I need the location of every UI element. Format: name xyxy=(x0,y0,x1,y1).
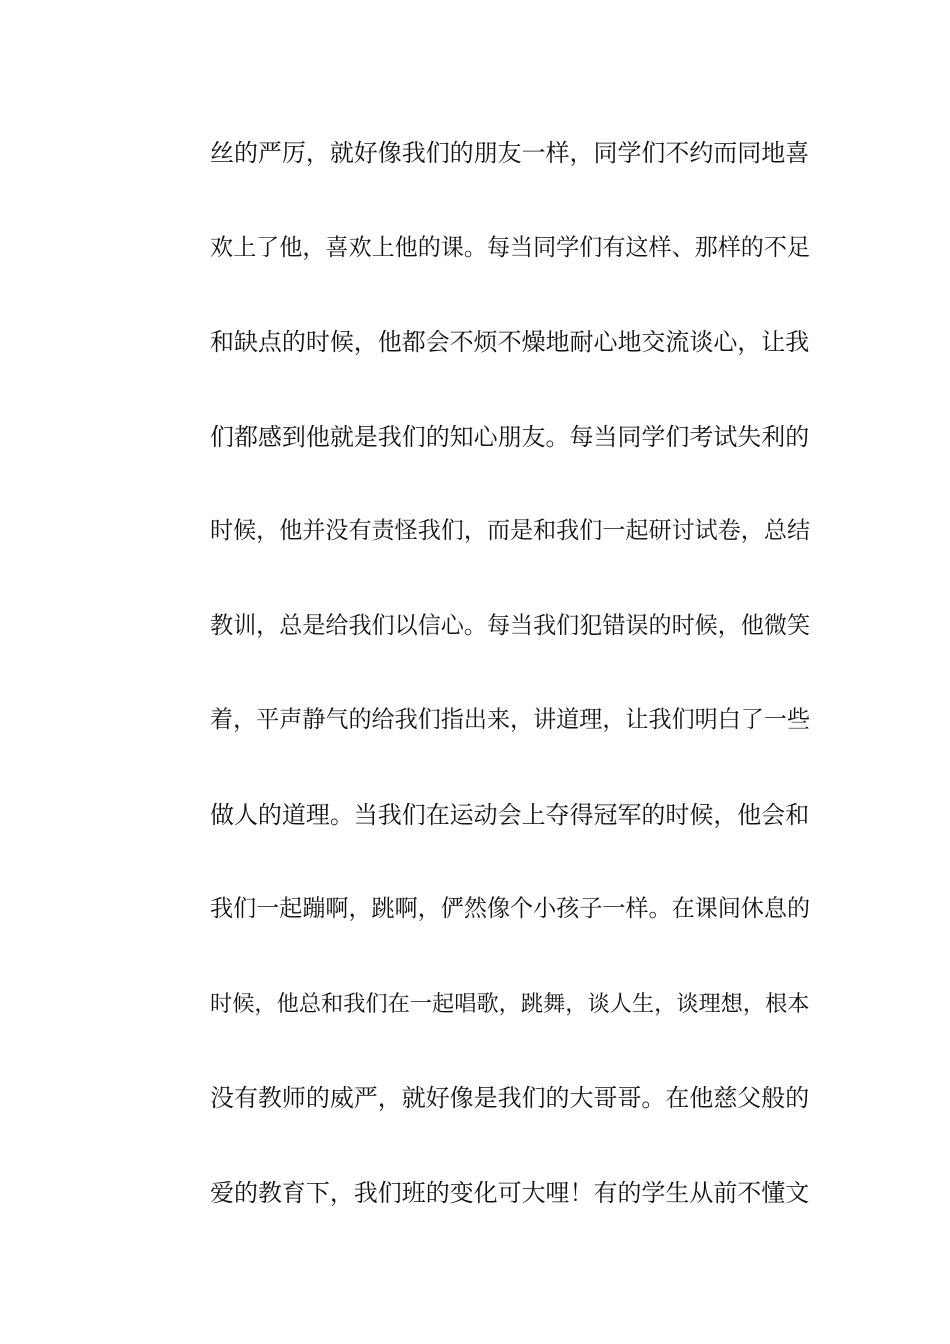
body-text xyxy=(210,128,810,1262)
text-line: 没有教师的威严，就好像是我们的大哥哥。在他慈父般的 xyxy=(210,1084,810,1112)
text-line: 做人的道理。当我们在运动会上夺得冠军的时候，他会和 xyxy=(210,800,810,829)
text-line: 爱的教育下，我们班的变化可大哩！有的学生从前不懂文 xyxy=(210,1178,810,1207)
text-line: 们都感到他就是我们的知心朋友。每当同学们考试失利的 xyxy=(210,422,810,451)
text-line: 我们一起蹦啊，跳啊，俨然像个小孩子一样。在课间休息的 xyxy=(210,896,811,922)
text-line: 时候，他总和我们在一起唱歌，跳舞，谈人生，谈理想，根本 xyxy=(210,990,810,1017)
text-line: 时候，他并没有责怪我们，而是和我们一起研讨试卷，总结 xyxy=(210,518,811,544)
text-line: 教训，总是给我们以信心。每当我们犯错误的时候，他微笑 xyxy=(210,612,811,639)
text-line: 着，平声静气的给我们指出来，讲道理，让我们明白了一些 xyxy=(210,707,811,733)
text-line: 丝的严厉，就好像我们的朋友一样，同学们不约而同地喜 xyxy=(210,139,810,167)
text-line: 欢上了他，喜欢上他的课。每当同学们有这样、那样的不足 xyxy=(210,234,811,261)
text-line: 和缺点的时候，他都会不烦不燥地耐心地交流谈心，让我 xyxy=(210,328,810,356)
